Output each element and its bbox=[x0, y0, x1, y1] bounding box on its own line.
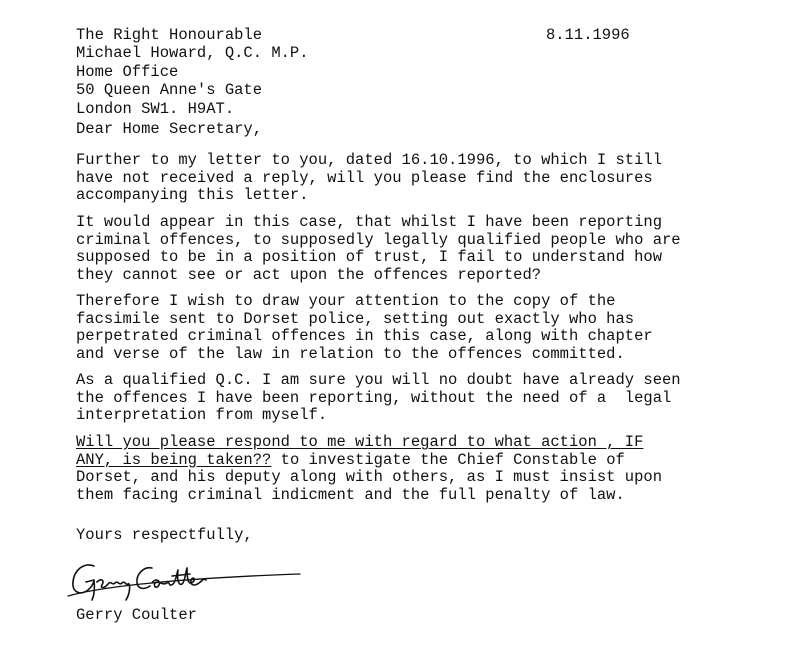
recipient-line-5: London SW1. H9AT. bbox=[76, 99, 235, 118]
signer-name: Gerry Coulter bbox=[76, 606, 197, 624]
paragraph-2-line-2: criminal offences, to supposedly legally qualified people who are bbox=[76, 230, 681, 249]
paragraph-3-line-2: facsimile sent to Dorset police, setting out exactly who has bbox=[76, 309, 635, 328]
paragraph-5-line-2 bbox=[76, 452, 716, 470]
paragraph-4 bbox=[76, 372, 716, 425]
paragraph-2-line-3: supposed to be in a position of trust, I fail to understand how bbox=[76, 248, 662, 267]
recipient-line-1: The Right Honourable bbox=[76, 26, 263, 44]
recipient-line-2: Michael Howard, Q.C. M.P. bbox=[76, 44, 309, 63]
paragraph-5-line-2-rest: to investigate the Chief Constable of bbox=[271, 450, 625, 469]
recipient-line-4: 50 Queen Anne's Gate bbox=[76, 81, 263, 100]
letter-date: 8.11.1996 bbox=[546, 26, 630, 44]
closing: Yours respectfully, bbox=[76, 526, 253, 544]
paragraph-3-line-1: Therefore I wish to draw your attention to the copy of the bbox=[76, 292, 616, 310]
paragraph-3 bbox=[76, 293, 716, 363]
paragraph-4-line-3: interpretation from myself. bbox=[76, 406, 328, 425]
paragraph-5-line-3: Dorset, and his deputy along with others, as I must insist upon bbox=[76, 468, 662, 487]
paragraph-3-line-4: and verse of the law in relation to the offences committed. bbox=[76, 344, 625, 363]
recipient-address bbox=[76, 27, 436, 119]
paragraph-5-line-1-underlined: Will you please respond to me with regard to what action , IF bbox=[76, 433, 644, 451]
recipient-line-3: Home Office bbox=[76, 62, 179, 81]
paragraph-5-line-4: them facing criminal indicment and the full penalty of law. bbox=[76, 485, 625, 504]
paragraph-5 bbox=[76, 434, 716, 504]
paragraph-2 bbox=[76, 214, 716, 284]
paragraph-3-line-3: perpetrated criminal offences in this case, along with chapter bbox=[76, 327, 653, 346]
paragraph-1-line-1: Further to my letter to you, dated 16.10.1996, to which I still bbox=[76, 151, 662, 169]
paragraph-1-line-3: accompanying this letter. bbox=[76, 186, 309, 205]
paragraph-4-line-2: the offences I have been reporting, without the need of a legal bbox=[76, 388, 672, 407]
paragraph-2-line-4: they cannot see or act upon the offences reported? bbox=[76, 265, 542, 284]
paragraph-4-line-1: As a qualified Q.C. I am sure you will no doubt have already seen bbox=[76, 371, 681, 389]
paragraph-1 bbox=[76, 152, 716, 205]
signature bbox=[64, 556, 304, 604]
salutation: Dear Home Secretary, bbox=[76, 120, 263, 138]
paragraph-5-line-2-underlined: ANY, is being taken?? bbox=[76, 450, 272, 469]
paragraph-1-line-2: have not received a reply, will you please find the enclosures bbox=[76, 168, 653, 187]
paragraph-2-line-1: It would appear in this case, that whilst I have been reporting bbox=[76, 213, 662, 231]
